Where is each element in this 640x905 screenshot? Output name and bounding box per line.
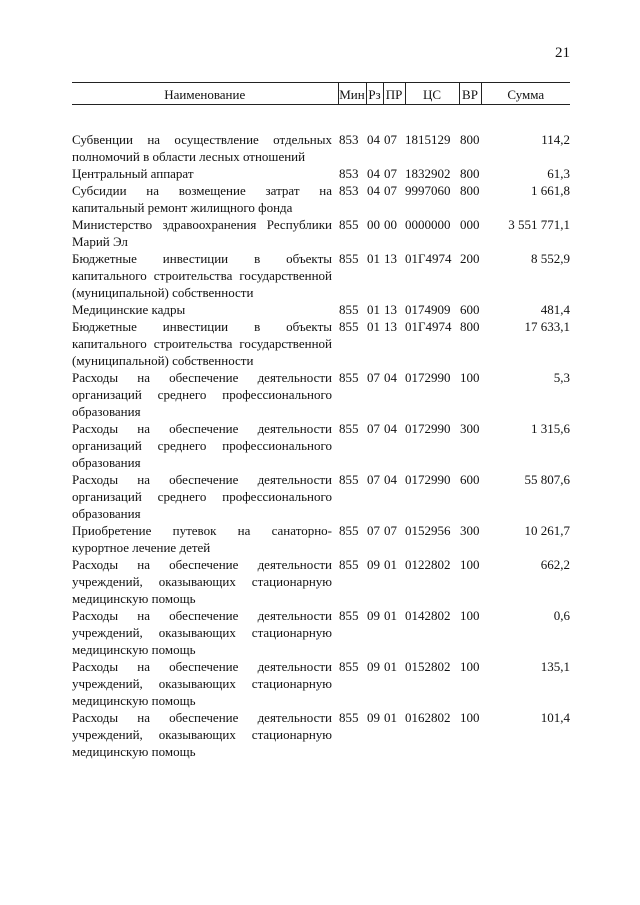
cell-name: Бюджетные инвестиции в объекты капитального строительства государственной (муниципальной) собственности <box>72 319 332 368</box>
cell-min: 855 <box>339 421 359 436</box>
table-header-row <box>72 83 570 105</box>
table-row <box>72 216 570 250</box>
cell-min: 855 <box>339 302 359 317</box>
table-row <box>72 165 570 182</box>
page-number: 21 <box>555 45 570 61</box>
cell-pr: 07 <box>384 132 397 147</box>
cell-name: Субсидии на возмещение затрат на капитальный ремонт жилищного фонда <box>72 183 332 215</box>
header-min: Мин <box>338 83 366 105</box>
cell-pr: 01 <box>384 659 397 674</box>
cell-sum: 5,3 <box>553 370 570 385</box>
cell-vr: 000 <box>460 217 480 232</box>
cell-rz: 07 <box>367 370 380 385</box>
cell-pr: 13 <box>384 251 397 266</box>
cell-rz: 09 <box>367 608 380 623</box>
cell-cs: 0122802 <box>405 557 451 572</box>
cell-sum: 55 807,6 <box>524 472 570 487</box>
cell-pr: 04 <box>384 421 397 436</box>
cell-rz: 07 <box>367 472 380 487</box>
header-cs: ЦС <box>405 83 459 105</box>
cell-min: 855 <box>339 370 359 385</box>
header-rz: Рз <box>366 83 383 105</box>
header-vr: ВР <box>459 83 481 105</box>
cell-vr: 100 <box>460 370 480 385</box>
cell-vr: 300 <box>460 523 480 538</box>
cell-rz: 04 <box>367 166 380 181</box>
cell-name: Медицинские кадры <box>72 302 186 317</box>
cell-min: 855 <box>339 251 359 266</box>
cell-rz: 07 <box>367 421 380 436</box>
cell-pr: 07 <box>384 523 397 538</box>
cell-rz: 09 <box>367 659 380 674</box>
cell-rz: 09 <box>367 557 380 572</box>
budget-table <box>72 82 570 760</box>
cell-min: 853 <box>339 183 359 198</box>
cell-vr: 100 <box>460 557 480 572</box>
header-sum: Сумма <box>481 83 570 105</box>
cell-pr: 00 <box>384 217 397 232</box>
cell-sum: 61,3 <box>547 166 570 181</box>
cell-min: 855 <box>339 608 359 623</box>
cell-vr: 600 <box>460 302 480 317</box>
cell-cs: 9997060 <box>405 183 451 198</box>
cell-cs: 0174909 <box>405 302 451 317</box>
header-pr: ПР <box>383 83 405 105</box>
cell-name: Бюджетные инвестиции в объекты капитального строительства государственной (муниципальной) собственности <box>72 251 332 300</box>
cell-sum: 1 315,6 <box>531 421 570 436</box>
cell-vr: 600 <box>460 472 480 487</box>
cell-pr: 04 <box>384 370 397 385</box>
cell-cs: 0152802 <box>405 659 451 674</box>
cell-name: Расходы на обеспечение деятельности организаций среднего профессионального образования <box>72 472 332 521</box>
cell-name: Расходы на обеспечение деятельности учреждений, оказывающих стационарную медицинскую помощь <box>72 608 332 657</box>
table-row <box>72 658 570 709</box>
cell-vr: 100 <box>460 710 480 725</box>
cell-name: Расходы на обеспечение деятельности учреждений, оказывающих стационарную медицинскую помощь <box>72 659 332 708</box>
cell-min: 855 <box>339 319 359 334</box>
cell-sum: 135,1 <box>540 659 570 674</box>
cell-min: 855 <box>339 472 359 487</box>
cell-vr: 100 <box>460 659 480 674</box>
cell-cs: 1832902 <box>405 166 451 181</box>
cell-sum: 114,2 <box>541 132 570 147</box>
cell-name: Расходы на обеспечение деятельности учреждений, оказывающих стационарную медицинскую помощь <box>72 557 332 606</box>
cell-rz: 00 <box>367 217 380 232</box>
cell-sum: 1 661,8 <box>531 183 570 198</box>
cell-min: 855 <box>339 217 359 232</box>
cell-cs: 0172990 <box>405 421 451 436</box>
cell-rz: 04 <box>367 132 380 147</box>
header-name: Наименование <box>72 83 338 105</box>
cell-sum: 481,4 <box>540 302 570 317</box>
cell-vr: 800 <box>460 166 480 181</box>
cell-sum: 17 633,1 <box>524 319 570 334</box>
table-row <box>72 250 570 301</box>
cell-cs: 0172990 <box>405 370 451 385</box>
table-row <box>72 471 570 522</box>
table-row <box>72 709 570 760</box>
table-row <box>72 301 570 318</box>
cell-sum: 662,2 <box>540 557 570 572</box>
cell-name: Министерство здравоохранения Республики Марий Эл <box>72 217 332 249</box>
cell-min: 853 <box>339 166 359 181</box>
cell-rz: 01 <box>367 251 380 266</box>
cell-sum: 0,6 <box>553 608 570 623</box>
cell-name: Расходы на обеспечение деятельности учреждений, оказывающих стационарную медицинскую помощь <box>72 710 332 759</box>
cell-name: Субвенции на осуществление отдельных полномочий в области лесных отношений <box>72 132 332 164</box>
cell-sum: 8 552,9 <box>531 251 570 266</box>
cell-sum: 101,4 <box>540 710 570 725</box>
cell-min: 853 <box>339 132 359 147</box>
cell-vr: 200 <box>460 251 480 266</box>
cell-vr: 800 <box>460 132 480 147</box>
cell-min: 855 <box>339 557 359 572</box>
cell-rz: 01 <box>367 319 380 334</box>
cell-min: 855 <box>339 659 359 674</box>
cell-pr: 13 <box>384 319 397 334</box>
cell-pr: 07 <box>384 166 397 181</box>
cell-vr: 800 <box>460 319 480 334</box>
table-row <box>72 182 570 216</box>
cell-pr: 01 <box>384 710 397 725</box>
cell-sum: 3 551 771,1 <box>508 217 570 232</box>
table-row <box>72 556 570 607</box>
cell-name: Приобретение путевок на санаторно-курортное лечение детей <box>72 523 332 555</box>
cell-rz: 07 <box>367 523 380 538</box>
cell-rz: 01 <box>367 302 380 317</box>
cell-pr: 13 <box>384 302 397 317</box>
cell-vr: 300 <box>460 421 480 436</box>
table-row <box>72 420 570 471</box>
cell-name: Расходы на обеспечение деятельности организаций среднего профессионального образования <box>72 370 332 419</box>
table-row <box>72 522 570 556</box>
cell-cs: 0000000 <box>405 217 451 232</box>
cell-name: Центральный аппарат <box>72 166 194 181</box>
cell-pr: 01 <box>384 557 397 572</box>
cell-cs: 01Г4974 <box>405 319 452 334</box>
cell-min: 855 <box>339 710 359 725</box>
cell-pr: 04 <box>384 472 397 487</box>
cell-rz: 09 <box>367 710 380 725</box>
cell-cs: 01Г4974 <box>405 251 452 266</box>
cell-sum: 10 261,7 <box>524 523 570 538</box>
cell-cs: 0162802 <box>405 710 451 725</box>
table-row <box>72 369 570 420</box>
cell-cs: 0142802 <box>405 608 451 623</box>
cell-vr: 800 <box>460 183 480 198</box>
cell-pr: 01 <box>384 608 397 623</box>
cell-rz: 04 <box>367 183 380 198</box>
cell-cs: 1815129 <box>405 132 451 147</box>
cell-cs: 0152956 <box>405 523 451 538</box>
table-row <box>72 318 570 369</box>
cell-name: Расходы на обеспечение деятельности организаций среднего профессионального образования <box>72 421 332 470</box>
cell-cs: 0172990 <box>405 472 451 487</box>
table-row <box>72 131 570 165</box>
cell-pr: 07 <box>384 183 397 198</box>
cell-vr: 100 <box>460 608 480 623</box>
table-row <box>72 607 570 658</box>
cell-min: 855 <box>339 523 359 538</box>
